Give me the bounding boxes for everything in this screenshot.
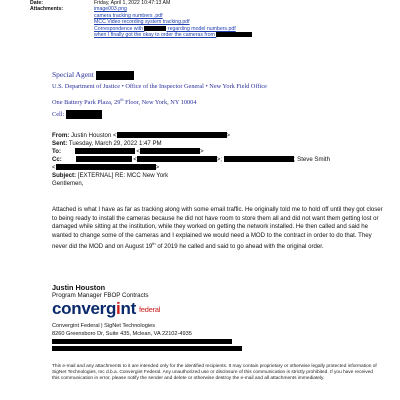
- logo-text-a: converg: [52, 299, 117, 318]
- redaction: [224, 156, 294, 162]
- redaction: [96, 71, 134, 80]
- subject-label: Subject:: [52, 171, 77, 179]
- redaction: [140, 148, 200, 154]
- sent-label: Sent:: [52, 139, 68, 147]
- convergint-logo: [52, 299, 160, 319]
- greeting: Gentlemen,: [52, 180, 84, 187]
- redaction: [52, 346, 242, 351]
- body-paragraph: [52, 206, 387, 252]
- cc-row-continued: < >: [52, 163, 160, 171]
- company-address: 8260 Greensboro Dr, Suite 435, Mclean, VA 22102-4935: [52, 331, 192, 337]
- address-sup: th: [120, 97, 124, 102]
- attachment-link[interactable]: [94, 32, 252, 38]
- redaction: [216, 32, 252, 37]
- logo-federal: federal: [138, 305, 161, 315]
- redaction: [56, 164, 156, 170]
- sent-row: [52, 140, 382, 148]
- cell-label: Cell:: [52, 110, 65, 118]
- email-header: [52, 132, 382, 179]
- signature-cell: [52, 110, 102, 119]
- redaction: [66, 110, 102, 119]
- subject-row: [52, 172, 382, 180]
- paragraph-part-1: Attached is what I have as far as tracking along with some email traffic. He originally told me to hold off until they got closer to being ready to install the cameras because he did not have room to store them all and did not want them getting lost or damaged while sitting at the institution, while they worked on getting the network installed. He then called and said he wanted to change some of the cameras and I explained we would need a MOD to the contract in order to do that. They never did the MOD and on August 19: [52, 206, 383, 251]
- signature-title: [52, 70, 134, 80]
- legal-disclaimer: This e-mail and any attachments to it are intended only for the identified recipients. It may contain proprietary or otherwise legally protected information of SigNet Technologies, Inc d.b.a. Convergint Federal. Any unauthorized use or disclosure of this communication is strictly prohibited. If you have received this communication in error, please notify the sender and delete or otherwise destroy the e-mail and all attachments immediately.: [52, 364, 377, 382]
- attachments-label: Attachments:: [30, 6, 64, 13]
- paragraph-part-2: of 2019 he called and said to go ahead with the original order.: [155, 243, 324, 251]
- sent-value: Tuesday, March 29, 2022 1:47 PM: [68, 139, 162, 147]
- attachment-link[interactable]: MCC Video recording system tracking.pdf: [94, 19, 190, 26]
- attachments-list: [94, 6, 252, 38]
- attachment-link[interactable]: camera tracking numbers .pdf: [94, 12, 163, 19]
- attachment-link[interactable]: image003.png: [94, 6, 127, 13]
- attachment-link[interactable]: Correspondence with regarding model numbers.pdf: [94, 25, 236, 32]
- cc-label: Cc:: [52, 155, 62, 163]
- logo-text-b: nt: [120, 299, 136, 318]
- signature-title-text: Special Agent: [52, 70, 94, 79]
- address-pre: One Battery Park Plaza, 29: [52, 99, 121, 107]
- date-value: Friday, April 1, 2022 10:47:13 AM: [94, 0, 171, 6]
- to-row: To: < >: [52, 147, 204, 155]
- redaction: [137, 156, 217, 162]
- address-post: Floor, New York, NY 10004: [123, 99, 197, 107]
- redaction: [117, 132, 227, 138]
- company-name: Convergint Federal | SigNet Technologies: [52, 323, 156, 329]
- to-label: To:: [52, 147, 62, 155]
- from-label: From:: [52, 132, 70, 139]
- attachment-text: when I finally got the okay to order the cameras from: [94, 32, 215, 39]
- email-meta: [30, 0, 252, 38]
- footer-name: Justin Houston: [52, 283, 106, 292]
- redaction: [75, 148, 135, 154]
- paragraph-sup: th: [152, 241, 156, 247]
- footer-role: Program Manager FBOP Contracts: [52, 292, 149, 299]
- from-row: From: Justin Houston < >: [52, 132, 231, 139]
- logo-text-i: i: [116, 299, 121, 318]
- signature-address: [52, 97, 196, 106]
- subject-value: [EXTERNAL] RE: MCC New York: [77, 171, 169, 179]
- redaction: [144, 26, 166, 31]
- cc-tail: ; Steve Smith: [293, 155, 330, 163]
- signature-department: U.S. Department of Justice • Office of the Inspector General • New York Field Office: [52, 83, 267, 90]
- cc-row: Cc: < >; ; Steve Smith: [52, 155, 330, 163]
- from-value: Justin Houston <: [70, 132, 117, 139]
- date-label: Date:: [30, 0, 43, 6]
- redaction: [52, 339, 232, 344]
- redaction: [76, 156, 132, 162]
